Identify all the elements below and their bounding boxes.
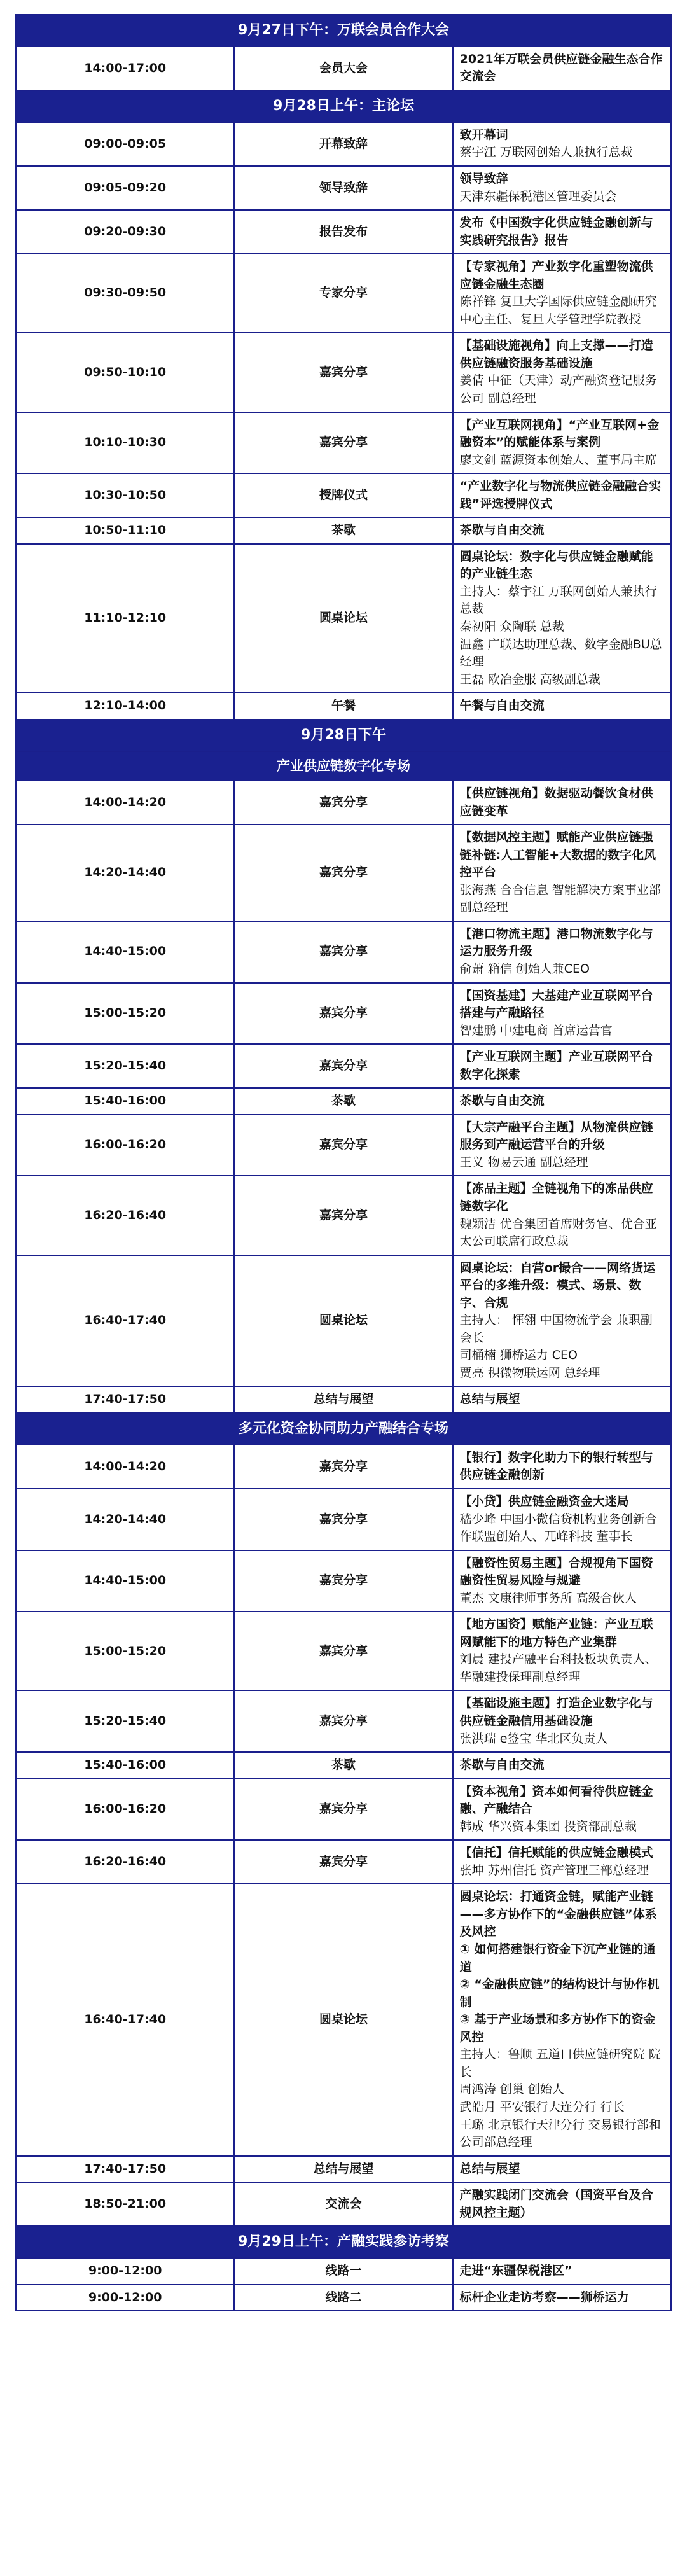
session-type: 嘉宾分享: [234, 1612, 452, 1690]
session-speaker: 张海燕 合合信息 智能解决方案事业部副总经理: [459, 882, 661, 915]
session-content: [453, 473, 671, 517]
session-type: 开幕致辞: [234, 122, 452, 166]
session-title: 【基础设施主题】打造企业数字化与供应链金融信用基础设施: [459, 1696, 653, 1729]
session-title: 圆桌论坛：自营or撮合——网络货运平台的多维升级：模式、场景、数字、合规: [459, 1260, 656, 1310]
session-content: [453, 1386, 671, 1413]
session-time: 9:00-12:00: [16, 2285, 234, 2311]
session-type: 圆桌论坛: [234, 1255, 452, 1387]
session-speaker: 韩成 华兴资本集团 投资部副总裁: [459, 1819, 637, 1834]
session-speaker: 武皓月 平安银行大连分行 行长: [459, 2099, 625, 2114]
session-type: 会员大会: [234, 46, 452, 90]
session-content: [453, 544, 671, 693]
session-type: 专家分享: [234, 254, 452, 333]
session-content: [453, 254, 671, 333]
session-speaker: 王义 物易云通 副总经理: [459, 1155, 588, 1169]
session-time: 09:30-09:50: [16, 254, 234, 333]
session-content: [453, 1176, 671, 1255]
agenda-row: [16, 1115, 671, 1176]
session-time: 15:00-15:20: [16, 983, 234, 1045]
session-speaker: 魏颖洁 优合集团首席财务官、优合亚太公司联席行政总裁: [459, 1216, 657, 1249]
section-header: [16, 720, 671, 751]
session-content: [453, 166, 671, 210]
agenda-row: [16, 983, 671, 1045]
session-type: 圆桌论坛: [234, 1884, 452, 2155]
session-title: 【小贷】供应链金融资金大迷局: [459, 1494, 629, 1508]
section-title: 9月28日下午: [16, 720, 671, 751]
session-content: [453, 1690, 671, 1752]
session-speaker: 贾亮 积微物联运网 总经理: [459, 1365, 600, 1380]
section-title: 9月28日上午：主论坛: [16, 90, 671, 122]
session-type: 嘉宾分享: [234, 1445, 452, 1489]
section-header: [16, 1413, 671, 1445]
session-time: 09:20-09:30: [16, 210, 234, 254]
session-time: 18:50-21:00: [16, 2182, 234, 2226]
session-type: 嘉宾分享: [234, 1044, 452, 1088]
section-title: 产业供应链数字化专场: [16, 751, 671, 781]
session-type: 茶歇: [234, 1752, 452, 1779]
session-time: 15:00-15:20: [16, 1612, 234, 1690]
agenda-row: [16, 1088, 671, 1115]
session-title: 【供应链视角】数据驱动餐饮食材供应链变革: [459, 786, 653, 818]
agenda-row: [16, 1255, 671, 1387]
session-time: 14:00-17:00: [16, 46, 234, 90]
session-speaker: 姜倩 中征（天津）动产融资登记服务公司 副总经理: [459, 373, 657, 405]
session-title: 茶歇与自由交流: [459, 1758, 545, 1772]
session-time: 10:30-10:50: [16, 473, 234, 517]
section-title: 9月27日下午：万联会员合作大会: [16, 15, 671, 46]
section-header: [16, 2226, 671, 2258]
session-title: 圆桌论坛：数字化与供应链金融赋能的产业链生态: [459, 549, 653, 581]
session-title: 【产业互联网视角】“产业互联网+金融资本”的赋能体系与案例: [459, 417, 660, 450]
session-title: 【产业互联网主题】产业互联网平台数字化探索: [459, 1050, 653, 1082]
agenda-table: [15, 14, 672, 2311]
session-title: ② “金融供应链”的结构设计与协作机制: [459, 1977, 660, 2009]
agenda-body: [16, 15, 671, 2311]
session-speaker: 刘晨 建投产融平台科技板块负责人、华融建投保理副总经理: [459, 1652, 657, 1684]
session-speaker: 智建鹏 中建电商 首席运营官: [459, 1023, 613, 1038]
session-title: 总结与展望: [459, 1392, 520, 1407]
session-title: 【港口物流主题】港口物流数字化与运力服务升级: [459, 926, 653, 959]
session-content: [453, 781, 671, 825]
session-title: 【大宗产融平台主题】从物流供应链服务到产融运营平台的升级: [459, 1120, 653, 1152]
session-type: 交流会: [234, 2182, 452, 2226]
agenda-page: [15, 0, 672, 2311]
session-title: 圆桌论坛：打通资金链，赋能产业链——多方协作下的“金融供应链”体系及风控: [459, 1890, 657, 1939]
agenda-row: [16, 1445, 671, 1489]
session-content: [453, 1840, 671, 1884]
agenda-row: [16, 166, 671, 210]
session-time: 15:40-16:00: [16, 1088, 234, 1115]
session-time: 15:40-16:00: [16, 1752, 234, 1779]
session-time: 09:50-10:10: [16, 333, 234, 412]
session-content: [453, 1044, 671, 1088]
section-header: [16, 15, 671, 46]
session-speaker: 天津东疆保税港区管理委员会: [459, 189, 617, 204]
agenda-row: [16, 2285, 671, 2311]
agenda-row: [16, 1752, 671, 1779]
session-speaker: 董杰 文康律师事务所 高级合伙人: [459, 1591, 637, 1605]
agenda-row: [16, 1884, 671, 2155]
session-type: 嘉宾分享: [234, 412, 452, 474]
session-title: 午餐与自由交流: [459, 699, 545, 713]
session-speaker: 俞萧 箱信 创始人兼CEO: [459, 961, 590, 976]
session-content: [453, 2182, 671, 2226]
session-type: 领导致辞: [234, 166, 452, 210]
section-title: 多元化资金协同助力产融结合专场: [16, 1413, 671, 1445]
session-title: 【基础设施视角】向上支撑——打造供应链融资服务基础设施: [459, 338, 653, 370]
session-time: 9:00-12:00: [16, 2258, 234, 2285]
session-speaker: 陈祥锋 复旦大学国际供应链金融研究中心主任、复旦大学管理学院教授: [459, 295, 657, 326]
session-type: 授牌仪式: [234, 473, 452, 517]
session-speaker: 廖文剑 蓝源资本创始人、董事局主席: [459, 452, 657, 467]
session-title: 【数据风控主题】赋能产业供应链强链补链:人工智能+大数据的数字化风控平台: [459, 830, 656, 880]
session-type: 总结与展望: [234, 2156, 452, 2183]
session-type: 嘉宾分享: [234, 1550, 452, 1612]
session-speaker: 张洪瑞 e签宝 华北区负责人: [459, 1731, 608, 1746]
session-time: 16:20-16:40: [16, 1840, 234, 1884]
session-time: 10:10-10:30: [16, 412, 234, 474]
agenda-row: [16, 1386, 671, 1413]
session-time: 14:40-15:00: [16, 1550, 234, 1612]
session-time: 16:40-17:40: [16, 1884, 234, 2155]
session-type: 线路一: [234, 2258, 452, 2285]
session-content: [453, 2285, 671, 2311]
session-title: 总结与展望: [459, 2161, 520, 2176]
session-time: 09:00-09:05: [16, 122, 234, 166]
agenda-row: [16, 693, 671, 720]
agenda-row: [16, 517, 671, 544]
session-type: 嘉宾分享: [234, 921, 452, 983]
session-time: 17:40-17:50: [16, 1386, 234, 1413]
agenda-row: [16, 2156, 671, 2183]
session-time: 16:00-16:20: [16, 1779, 234, 1841]
session-content: [453, 983, 671, 1045]
session-type: 嘉宾分享: [234, 1176, 452, 1255]
session-type: 嘉宾分享: [234, 1489, 452, 1550]
session-title: 【国资基建】大基建产业互联网平台搭建与产融路径: [459, 988, 653, 1020]
agenda-row: [16, 2258, 671, 2285]
session-time: 09:05-09:20: [16, 166, 234, 210]
section-header: [16, 90, 671, 122]
session-speaker: 张坤 苏州信托 资产管理三部总经理: [459, 1863, 649, 1877]
session-type: 嘉宾分享: [234, 333, 452, 412]
section-title: 9月29日上午：产融实践参访考察: [16, 2226, 671, 2258]
session-speaker: 主持人： 惲翎 中国物流学会 兼职副会长: [459, 1313, 653, 1345]
session-title: 产融实践闭门交流会（国资平台及合规风控主题）: [459, 2188, 653, 2220]
session-title: 2021年万联会员供应链金融生态合作交流会: [459, 52, 663, 84]
session-type: 线路二: [234, 2285, 452, 2311]
session-content: [453, 1115, 671, 1176]
agenda-row: [16, 1044, 671, 1088]
agenda-row: [16, 921, 671, 983]
agenda-row: [16, 210, 671, 254]
session-speaker: 司桶楠 狮桥运力 CEO: [459, 1348, 578, 1363]
session-content: [453, 921, 671, 983]
session-title: ① 如何搭建银行资金下沉产业链的通道: [459, 1942, 656, 1974]
session-content: [453, 2258, 671, 2285]
agenda-row: [16, 781, 671, 825]
agenda-row: [16, 825, 671, 921]
session-time: 16:40-17:40: [16, 1255, 234, 1387]
session-time: 16:00-16:20: [16, 1115, 234, 1176]
session-title: 茶歇与自由交流: [459, 1094, 545, 1108]
session-time: 11:10-12:10: [16, 544, 234, 693]
agenda-row: [16, 412, 671, 474]
session-time: 14:00-14:20: [16, 781, 234, 825]
session-title: 【融资性贸易主题】合规视角下国资融资性贸易风险与规避: [459, 1556, 653, 1588]
agenda-row: [16, 473, 671, 517]
session-title: ③ 基于产业场景和多方协作下的资金风控: [459, 2012, 656, 2044]
session-content: [453, 1445, 671, 1489]
session-speaker: 王磊 欧冶金服 高级副总裁: [459, 672, 600, 686]
session-content: [453, 210, 671, 254]
session-type: 嘉宾分享: [234, 1115, 452, 1176]
session-title: 【信托】信托赋能的供应链金融模式: [459, 1846, 653, 1860]
session-content: [453, 2156, 671, 2183]
session-title: 发布《中国数字化供应链金融创新与实践研究报告》报告: [459, 216, 653, 247]
session-title: 走进“东疆保税港区”: [459, 2264, 572, 2278]
session-title: “产业数字化与物流供应链金融融合实践”评选授牌仪式: [459, 479, 662, 511]
session-type: 嘉宾分享: [234, 825, 452, 921]
session-title: 【地方国资】赋能产业链：产业互联网赋能下的地方特色产业集群: [459, 1617, 653, 1649]
session-content: [453, 1612, 671, 1690]
session-content: [453, 1884, 671, 2155]
agenda-row: [16, 122, 671, 166]
session-time: 14:00-14:20: [16, 1445, 234, 1489]
session-time: 14:20-14:40: [16, 1489, 234, 1550]
session-type: 嘉宾分享: [234, 1840, 452, 1884]
session-content: [453, 412, 671, 474]
session-time: 17:40-17:50: [16, 2156, 234, 2183]
session-type: 嘉宾分享: [234, 1690, 452, 1752]
session-type: 茶歇: [234, 517, 452, 544]
session-content: [453, 333, 671, 412]
session-time: 15:20-15:40: [16, 1690, 234, 1752]
session-speaker: 周鸿涛 创巢 创始人: [459, 2082, 564, 2097]
session-content: [453, 122, 671, 166]
session-time: 16:20-16:40: [16, 1176, 234, 1255]
session-type: 总结与展望: [234, 1386, 452, 1413]
session-title: 领导致辞: [459, 171, 508, 186]
agenda-row: [16, 1779, 671, 1841]
session-type: 茶歇: [234, 1088, 452, 1115]
agenda-row: [16, 2182, 671, 2226]
session-title: 致开幕词: [459, 127, 508, 142]
session-type: 报告发布: [234, 210, 452, 254]
session-content: [453, 46, 671, 90]
session-content: [453, 693, 671, 720]
session-title: 【冻品主题】全链视角下的冻品供应链数字化: [459, 1181, 653, 1213]
session-speaker: 嵇少峰 中国小微信贷机构业务创新合作联盟创始人、兀峰科技 董事长: [459, 1512, 657, 1544]
session-type: 嘉宾分享: [234, 983, 452, 1045]
session-speaker: 主持人：蔡宇江 万联网创始人兼执行总裁: [459, 584, 657, 616]
section-header: [16, 751, 671, 781]
session-content: [453, 1779, 671, 1841]
session-title: 【专家视角】产业数字化重塑物流供应链金融生态圈: [459, 260, 653, 291]
session-speaker: 主持人：鲁顺 五道口供应链研究院 院长: [459, 2047, 661, 2079]
agenda-row: [16, 46, 671, 90]
agenda-row: [16, 1690, 671, 1752]
agenda-row: [16, 1176, 671, 1255]
session-content: [453, 1752, 671, 1779]
session-time: 12:10-14:00: [16, 693, 234, 720]
agenda-row: [16, 1489, 671, 1550]
session-type: 嘉宾分享: [234, 1779, 452, 1841]
agenda-row: [16, 333, 671, 412]
agenda-row: [16, 254, 671, 333]
agenda-row: [16, 1840, 671, 1884]
session-title: 茶歇与自由交流: [459, 523, 545, 538]
session-speaker: 蔡宇江 万联网创始人兼执行总裁: [459, 145, 633, 160]
session-content: [453, 1550, 671, 1612]
session-time: 14:40-15:00: [16, 921, 234, 983]
session-type: 圆桌论坛: [234, 544, 452, 693]
session-speaker: 王璐 北京银行天津分行 交易银行部和公司部总经理: [459, 2117, 661, 2150]
session-time: 15:20-15:40: [16, 1044, 234, 1088]
session-title: 标杆企业走访考察——狮桥运力: [459, 2290, 629, 2304]
session-title: 【资本视角】资本如何看待供应链金融、产融结合: [459, 1784, 653, 1816]
agenda-row: [16, 1550, 671, 1612]
session-type: 嘉宾分享: [234, 781, 452, 825]
session-content: [453, 1489, 671, 1550]
session-speaker: 温鑫 广联达助理总裁、数字金融BU总经理: [459, 637, 662, 669]
session-content: [453, 517, 671, 544]
session-content: [453, 1088, 671, 1115]
session-content: [453, 825, 671, 921]
session-content: [453, 1255, 671, 1387]
session-title: 【银行】数字化助力下的银行转型与供应链金融创新: [459, 1450, 653, 1482]
session-time: 10:50-11:10: [16, 517, 234, 544]
agenda-row: [16, 1612, 671, 1690]
session-type: 午餐: [234, 693, 452, 720]
session-time: 14:20-14:40: [16, 825, 234, 921]
agenda-row: [16, 544, 671, 693]
session-speaker: 秦初阳 众陶联 总裁: [459, 620, 564, 634]
